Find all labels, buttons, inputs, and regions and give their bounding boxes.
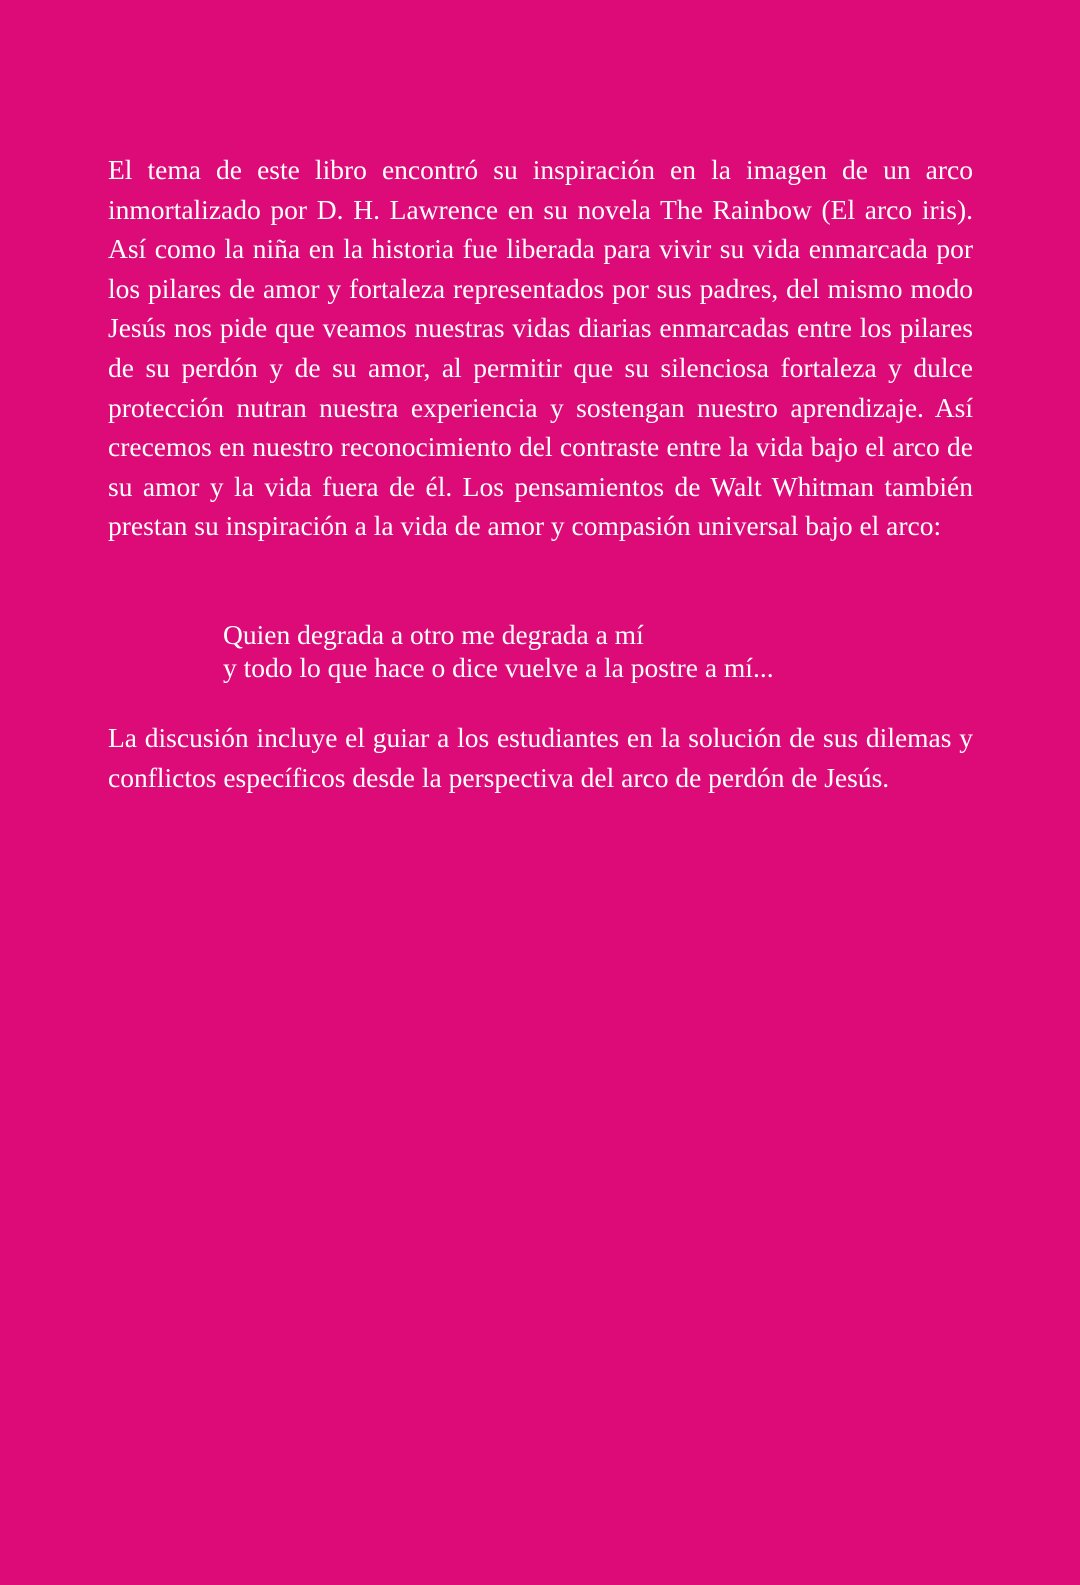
quote-line: y todo lo que hace o dice vuelve a la postre a mí...	[223, 652, 774, 683]
whitman-quote	[223, 618, 983, 684]
intro-paragraph: El tema de este libro encontró su inspiración en la imagen de un arco inmortalizado por D. H. Lawrence en su novela The Rainbow (El arco iris). Así como la niña en la historia fue liberada para vivir su vida enmarcada por los pilares de amor y fortaleza representados por sus padres, del mismo modo Jesús nos pide que veamos nuestras vidas diarias enmarcadas entre los pilares de su perdón y de su amor, al permitir que su silenciosa fortaleza y dulce protección nutran nuestra experiencia y sostengan nuestro aprendizaje. Así crecemos en nuestro reconocimiento del contraste entre la vida bajo el arco de su amor y la vida fuera de él. Los pensamientos de Walt Whitman también prestan su inspiración a la vida de amor y compasión universal bajo el arco:	[108, 154, 973, 542]
quote-line: Quien degrada a otro me degrada a mí	[223, 619, 644, 650]
discussion-paragraph: La discusión incluye el guiar a los estudiantes en la solución de sus dilemas y conflictos específicos desde la perspectiva del arco de perdón de Jesús.	[108, 722, 973, 793]
